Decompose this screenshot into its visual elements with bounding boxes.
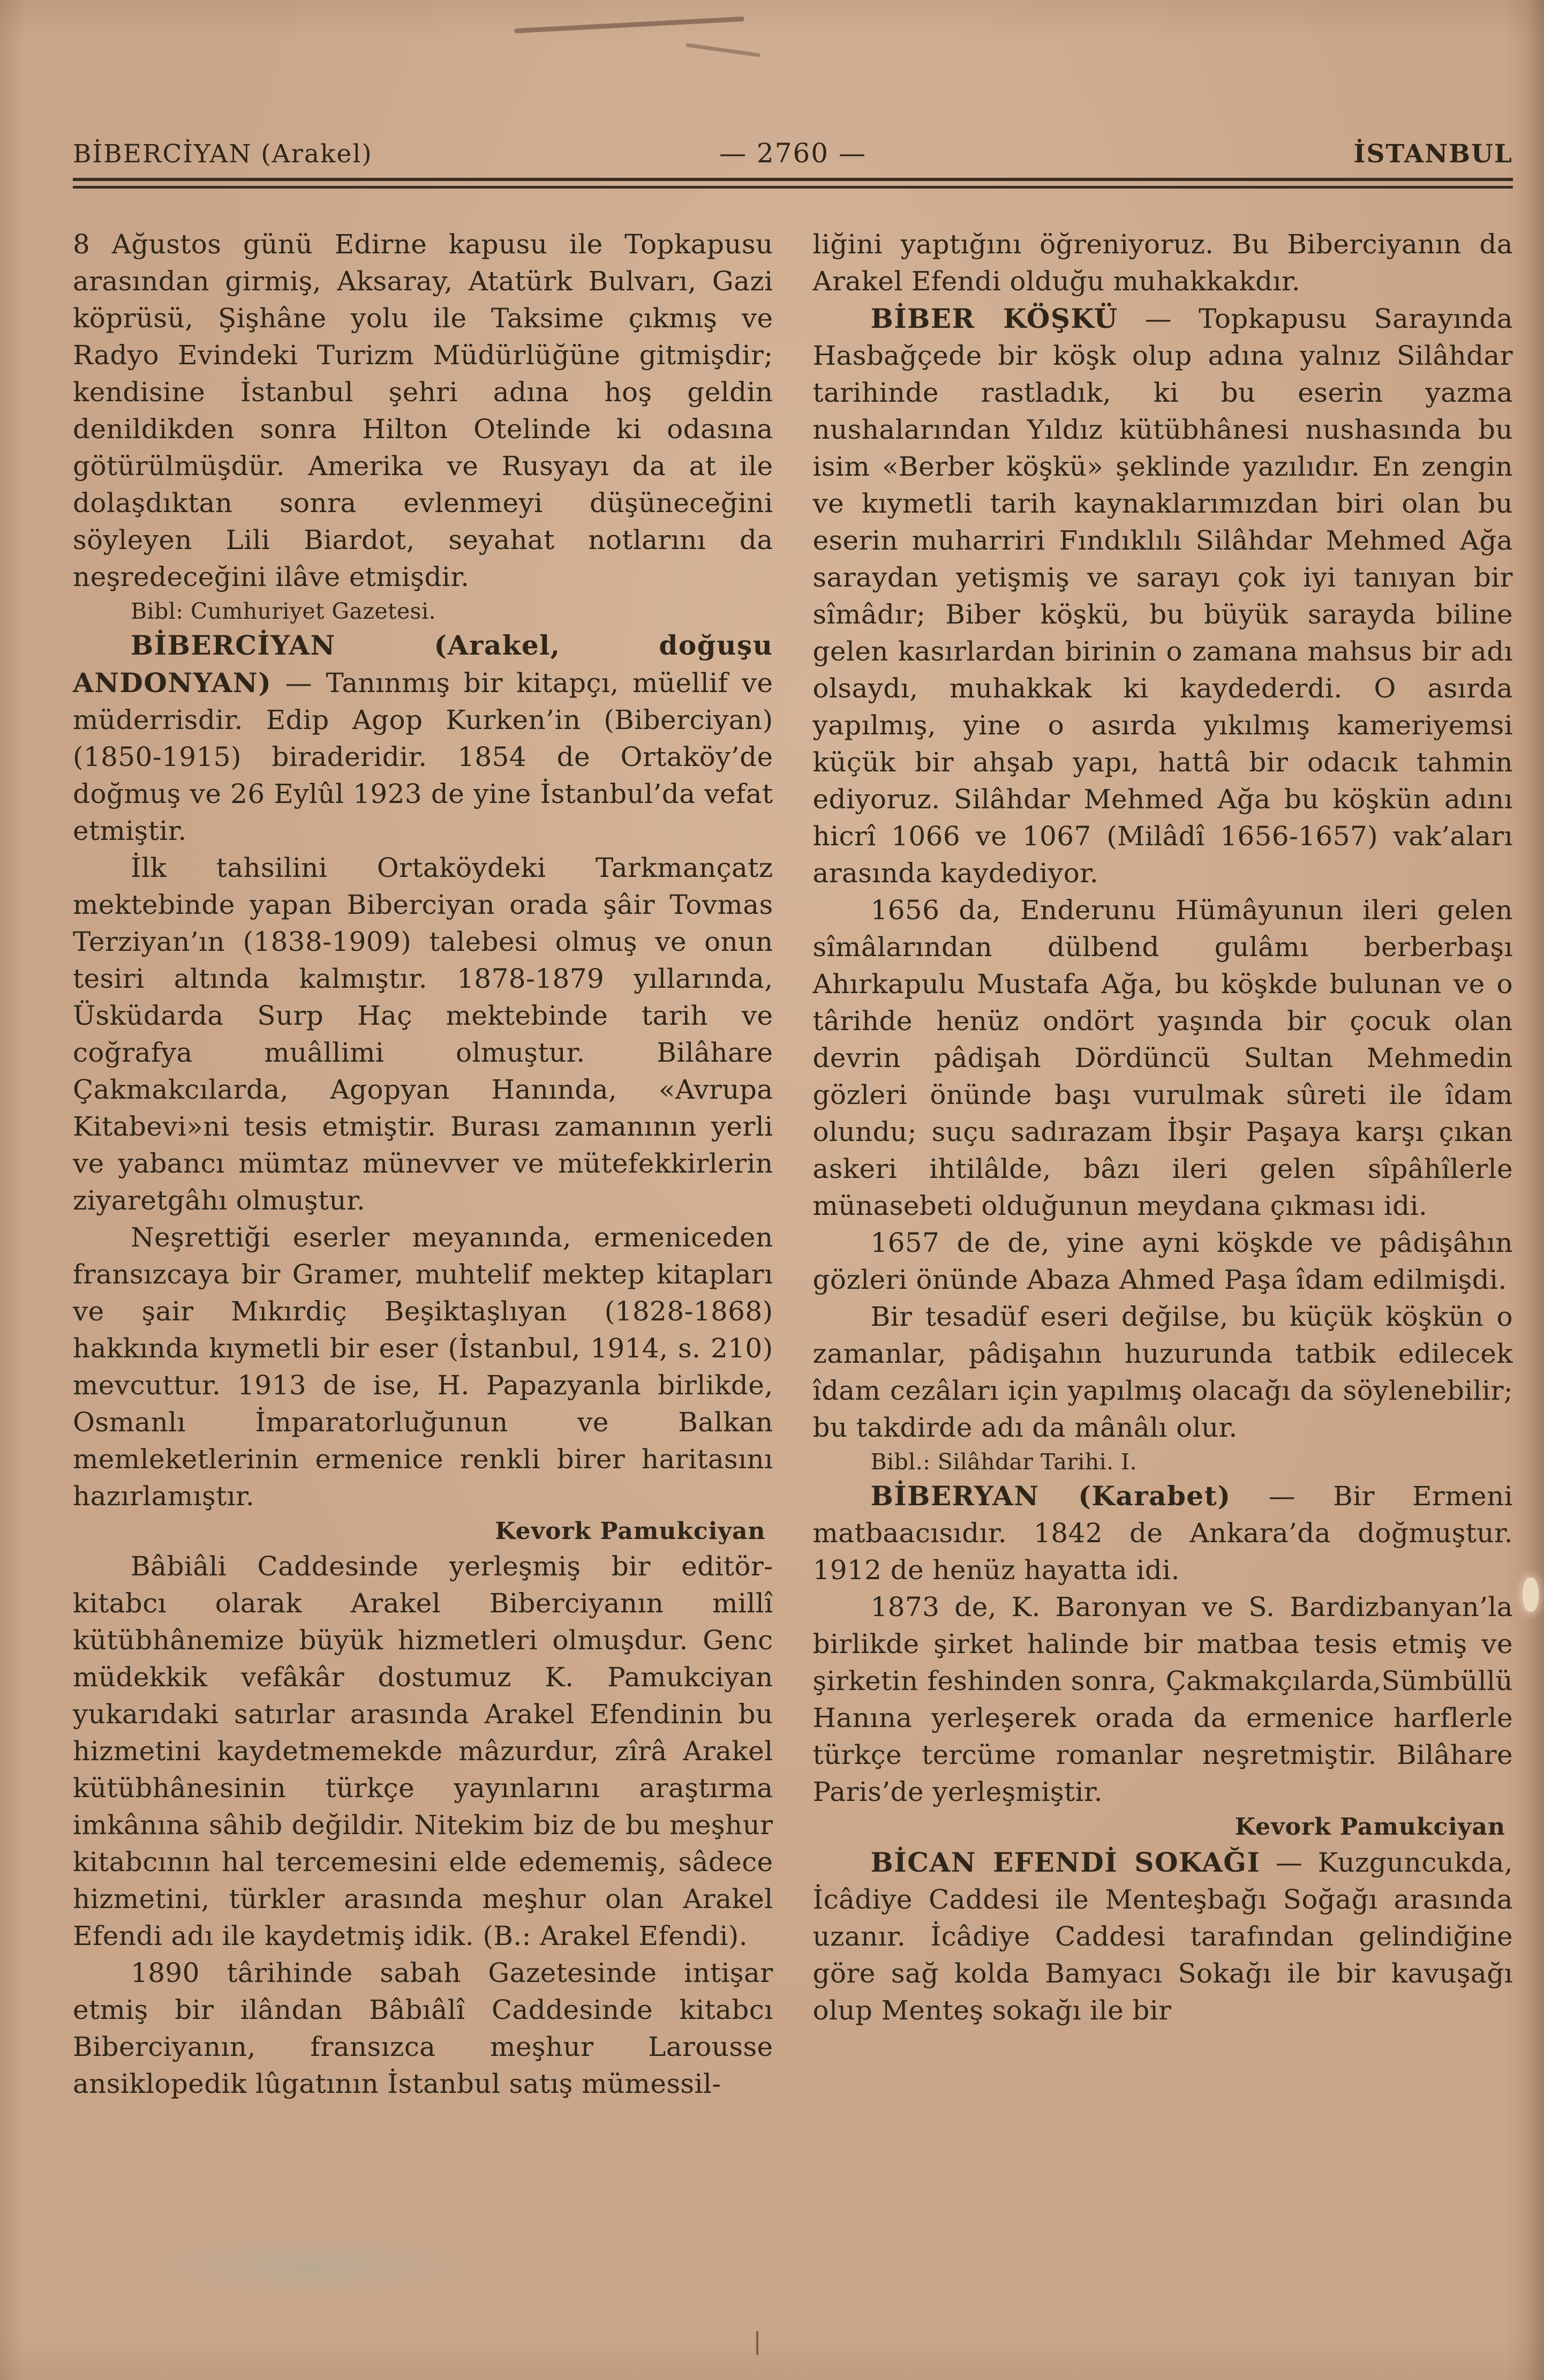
paragraph-text: liğini yaptığını öğreniyoruz. Bu Biberciyanın da Arakel Efendi olduğu muhakkakdır. (812, 229, 1513, 297)
paragraph-text: — Kuzguncukda, İcâdiye Caddesi ile Menteşbağı Soğağı arasında uzanır. İcâdiye Caddesi tarafından gelindiğine göre sağ kolda Bamyacı Sokağı ile bir kavuşağı olup Menteş sokağı ile bir (812, 1847, 1513, 2026)
paper-stain (686, 43, 760, 57)
left-column (73, 226, 773, 2103)
paragraph (73, 1955, 773, 2103)
running-entry-title: BİBERCİYAN (Arakel) (73, 139, 373, 169)
paragraph-text: — Bir Ermeni matbaacısıdır. 1842 de Ankara’da doğmuştur. 1912 de henüz hayatta idi. (812, 1481, 1513, 1586)
paragraph (73, 850, 773, 1219)
paragraph (813, 1225, 1513, 1298)
paragraph-text: 1657 de de, yine ayni köşkde ve pâdişâhın gözleri önünde Abaza Ahmed Paşa îdam edilmişdi. (812, 1227, 1513, 1295)
paragraph (813, 226, 1513, 300)
paragraph-text: Bâbiâli Caddesinde yerleşmiş bir editör-kitabcı olarak Arakel Biberciyanın millî kütübhânemize büyük hizmetleri olmuşdur. Genc müdekkik vefâkâr dostumuz K. Pamukciyan yukarıdaki satırlar arasında Arakel Efendinin bu hizmetini kaydetmemekde mâzurdur, zîrâ Arakel kütübhânesinin türkçe yayınlarını araştırma imkânına sâhib değildir. Nitekim biz de bu meşhur kitabcının hal tercemesini elde edememiş, sâdece hizmetini, türkler arasında meşhur olan Arakel Efendi adı ile kaydetmiş idik. (B.: Arakel Efendi). (73, 1551, 773, 1951)
paragraph-text: Bibl: Cumhuriyet Gazetesi. (131, 598, 436, 624)
paragraph-text: — Topkapusu Sarayında Hasbağçede bir köşk olup adına yalnız Silâhdar tarihinde rastladık, ki bu eserin yazma nushalarından Yıldız kütübhânesi nushasında bu isim «Berber köşkü» şeklinde yazılıdır. En zengin ve kıymetli tarih kaynaklarımızdan biri olan bu eserin muharriri Fındıklılı Silâhdar Mehmed Ağa saraydan yetişmiş ve sarayı çok iyi tanıyan bir sîmâdır; Biber köşkü, bu büyük sarayda biline gelen kasırlardan birinin o zamana mahsus bir adı olsaydı, muhakkak ki kaydederdi. O asırda yapılmış, yine o asırda yıkılmış kameriyemsi küçük bir ahşab yapı, hattâ bir odacık tahmin ediyoruz. Silâhdar Mehmed Ağa bu köşkün adını hicrî 1066 ve 1067 (Milâdî 1656-1657) vak’aları arasında kaydediyor. (812, 303, 1513, 889)
paper-stain (129, 2231, 493, 2301)
paragraph-text: — Tanınmış bir kitapçı, müellif ve müderrisdir. Edip Agop Kurken’in (Biberciyan) (1850-1915) biraderidir. 1854 de Ortaköy’de doğmuş ve 26 Eylûl 1923 de yine İstanbul’da vefat etmiştir. (73, 667, 773, 846)
page-number: — 2760 — (719, 138, 867, 169)
paragraph-text: 1873 de, K. Baronyan ve S. Bardizbanyan’la birlikde şirket halinde bir matbaa tesis etmiş ve şirketin feshinden sonra, Çakmakçılarda,Sümbüllü Hanına yerleşerek orada da ermenice harflerle türkçe tercüme romanlar neşretmiştir. Bilâhare Paris’de yerleşmiştir. (812, 1591, 1513, 1807)
right-column (813, 226, 1513, 2103)
paragraph (73, 1548, 773, 1955)
entry-term: BİBERCİYAN (Arakel, doğuşu ANDONYAN) (73, 629, 773, 699)
author-signature (73, 1515, 773, 1548)
paragraph-text: Bir tesadüf eseri değilse, bu küçük köşkün o zamanlar, pâdişahın huzurunda tatbik edilecek îdam cezâları için yapılmış olacağı da söylenebilir; bu takdirde adı da mânâlı olur. (812, 1301, 1513, 1443)
paragraph (813, 892, 1513, 1225)
entry-term: BİBERYAN (Karabet) (870, 1480, 1231, 1512)
entry-paragraph (813, 300, 1513, 892)
page-header (73, 138, 1513, 169)
paragraph-text: İlk tahsilini Ortaköydeki Tarkmançatz mektebinde yapan Biberciyan orada şâir Tovmas Terziyan’ın (1838-1909) talebesi olmuş ve onun tesiri altında kalmıştır. 1878-1879 yıllarında, Üsküdarda Surp Haç mektebinde tarih ve coğrafya muâllimi olmuştur. Bilâhare Çakmakcılarda, Agopyan Hanında, «Avrupa Kitabevi»ni tesis etmiştir. Burası zamanının yerli ve yabancı mümtaz münevver ve mütefekkirlerin ziyaretgâhı olmuştur. (73, 852, 773, 1216)
paragraph-text: 8 Ağustos günü Edirne kapusu ile Topkapusu arasından girmiş, Aksaray, Atatürk Bulvarı, Gazi köprüsü, Şişhâne yolu ile Taksime çıkmış ve Radyo Evindeki Turizm Müdürlüğüne gitmişdir; kendisine İstanbul şehri adına hoş geldin denildikden sonra Hilton Otelinde ki odasına götürülmüşdür. Amerika ve Rusyayı da at ile dolaşdıktan sonra evlenmeyi düşüneceğini söyleyen Lili Biardot, seyahat notlarını da neşredeceğini ilâve etmişdir. (73, 229, 773, 592)
bibliography-line (813, 1446, 1513, 1477)
signature-text: Kevork Pamukciyan (1234, 1813, 1505, 1841)
paragraph-text: Neşrettiği eserler meyanında, ermeniceden fransızcaya bir Gramer, muhtelif mektep kitapları ve şair Mıkırdiç Beşiktaşlıyan (1828-1868) hakkında kıymetli bir eser (İstanbul, 1914, s. 210) mevcuttur. 1913 de ise, H. Papazyanla birlikde, Osmanlı İmparatorluğunun ve Balkan memleketlerinin ermenice renkli birer haritasını hazırlamıştır. (73, 1222, 773, 1512)
paper-nick (1523, 1578, 1539, 1612)
entry-paragraph (813, 1477, 1513, 1589)
paragraph-text: Bibl.: Silâhdar Tarihi. I. (870, 1449, 1137, 1475)
work-title: İSTANBUL (1353, 139, 1513, 169)
paragraph-text: 1656 da, Enderunu Hümâyunun ileri gelen sîmâlarından dülbend gulâmı berberbaşı Ahırkapulu Mustafa Ağa, bu köşkde bulunan ve o târihde henüz ondört yaşında bir çocuk olan devrin pâdişah Dördüncü Sultan Mehmedin gözleri önünde başı vurulmak sûreti ile îdam olundu; suçu sadırazam İbşir Paşaya karşı çıkan askeri ihtilâlde, bâzı ileri gelen sîpâhîlerle münasebeti olduğunun meydana çıkması idi. (812, 895, 1513, 1221)
author-signature (813, 1811, 1513, 1844)
paper-stain (514, 17, 744, 33)
bibliography-line (73, 596, 773, 627)
paper-mark (756, 2331, 758, 2355)
paragraph (813, 1589, 1513, 1811)
signature-text: Kevork Pamukciyan (495, 1518, 766, 1545)
paragraph (73, 226, 773, 596)
paragraph-text: 1890 târihinde sabah Gazetesinde intişar etmiş bir ilândan Bâbıâlî Caddesinde kitabcı Biberciyanın, fransızca meşhur Larousse ansiklopedik lûgatının İstanbul satış mümessil- (73, 1957, 773, 2099)
entry-term: BİBER KÖŞKÜ (870, 303, 1118, 334)
entry-term: BİCAN EFENDİ SOKAĞI (870, 1846, 1261, 1878)
header-divider (73, 178, 1513, 189)
paragraph (73, 1219, 773, 1515)
text-columns (73, 226, 1513, 2103)
entry-paragraph (813, 1844, 1513, 2029)
paragraph (813, 1298, 1513, 1446)
entry-paragraph (73, 627, 773, 850)
